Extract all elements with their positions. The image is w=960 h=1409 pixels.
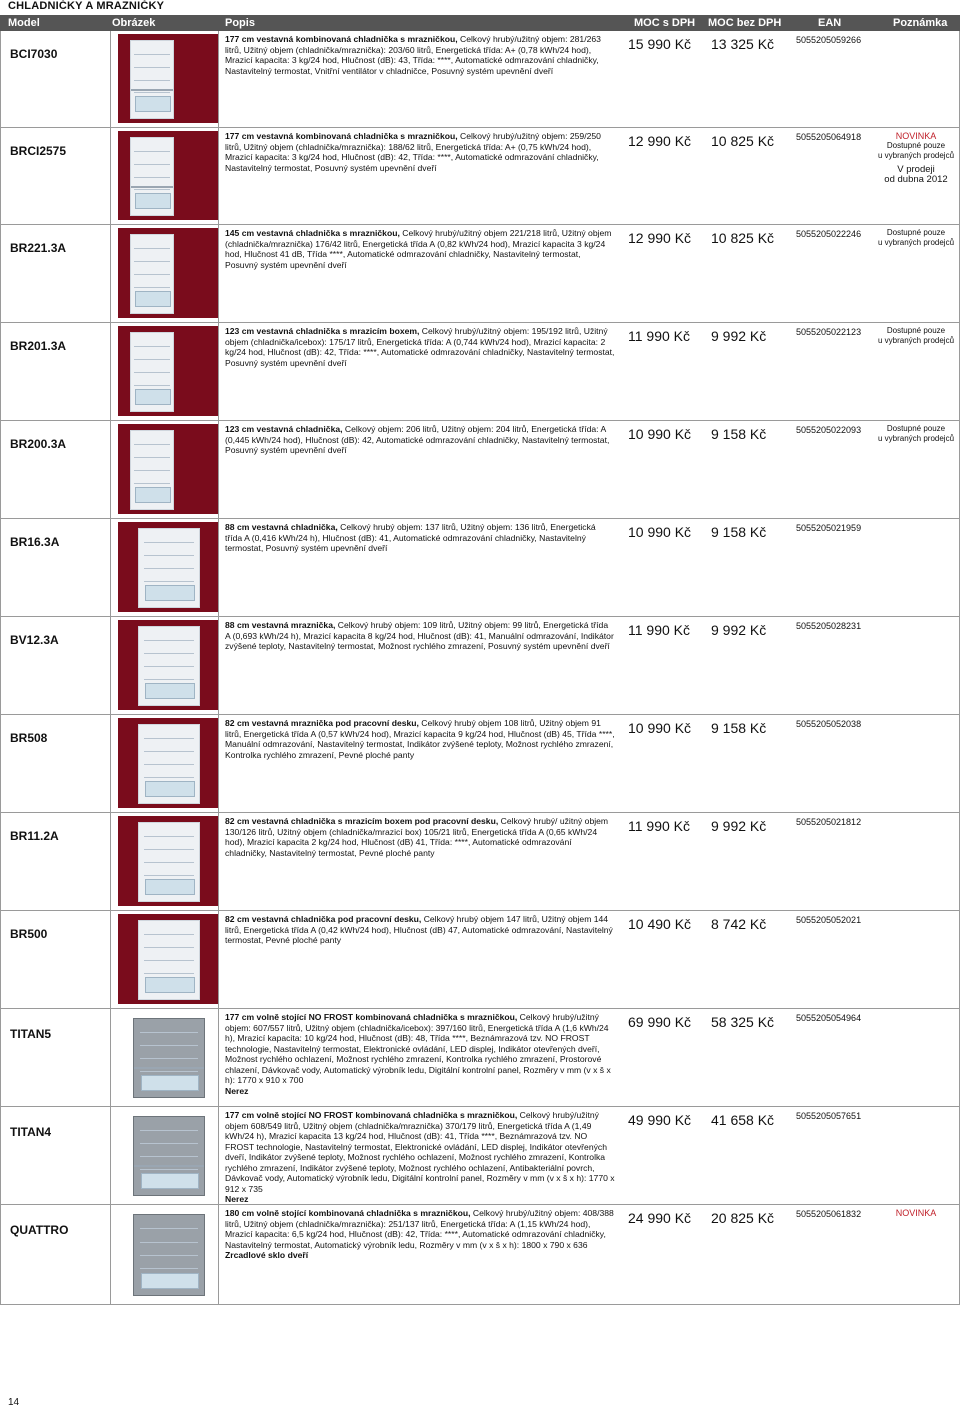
shelf — [144, 947, 194, 948]
column-divider — [0, 31, 1, 128]
product-description — [225, 620, 615, 652]
description-headline: 88 cm vestavná mraznička, — [225, 620, 336, 630]
description-finish: Nerez — [225, 1194, 249, 1204]
price-with-vat: 69 990 Kč — [628, 1014, 692, 1030]
product-image — [118, 816, 218, 906]
col-image: Obrázek — [112, 17, 156, 29]
model-name: BR500 — [10, 927, 48, 941]
shelf — [144, 862, 194, 863]
availability-note: Dostupné pouze — [886, 141, 946, 150]
description-text: Celkový hrubý/užitný objem: 281/263 litrů, Užitný objem (chladnička/mraznička): 203/60 litrů, Energetická třída: A+ (0,78 kWh/24 hod), Mrazicí kapacita: 3 kg/24 hod, Hlučnost (dB): 43, Třída: ****, Automatické odmrazování chladničky, Nastavitelný termostat, Vnitřní ventilátor v chladničce, Posuvný systém upevnění dveří — [225, 34, 601, 76]
description-text: Celkový hrubý/užitný objem: 195/192 litrů, Užitný objem (chladnička/icebox): 175/17 litrů, Energetická třída: A (0,744 kWh/24 hod), Mrazicí kapacita: 2 kg/24 hod, Hlučnost (dB): 42, Třída: ****, Automatické odmrazování chladničky, Nastavitelný termostat, Posuvný systém upevnění dveří — [225, 326, 615, 368]
shelf — [140, 1045, 199, 1046]
shelf — [140, 1169, 199, 1170]
model-name: QUATTRO — [10, 1223, 69, 1237]
compartment-split — [131, 186, 173, 188]
description-headline: 145 cm vestavná chladnička s mrazničkou, — [225, 228, 400, 238]
ean-code: 5055205061832 — [796, 1209, 862, 1219]
price-with-vat: 10 490 Kč — [628, 916, 692, 932]
table-row — [0, 1009, 960, 1107]
product-description — [225, 914, 615, 946]
drawer — [141, 1075, 199, 1091]
product-image — [118, 1208, 218, 1300]
description-headline: 123 cm vestavná chladnička, — [225, 424, 343, 434]
ean-code: 5055205057651 — [796, 1111, 862, 1121]
description-text: Celkový hrubý objem 147 litrů, Užitný objem 144 litrů, Energetická třída A (0,42 kWh/24 hod), Hlučnost (dB) 47, Automatické odmrazování, Nastavitelný termostat, Pevné ploché panty — [225, 914, 613, 945]
column-divider — [218, 1107, 219, 1205]
model-name: BR11.2A — [10, 829, 59, 843]
price-without-vat: 8 742 Kč — [711, 916, 767, 932]
shelf — [144, 542, 194, 543]
model-name: BR200.3A — [10, 437, 67, 451]
column-divider — [110, 31, 111, 128]
shelf — [134, 80, 169, 81]
shelf — [140, 1058, 199, 1059]
table-row — [0, 31, 960, 128]
shelf — [140, 1268, 199, 1269]
product-description — [225, 718, 615, 760]
description-headline: 177 cm vestavná kombinovaná chladnička s mrazničkou, — [225, 34, 458, 44]
row-divider — [0, 1304, 960, 1305]
column-divider — [218, 31, 219, 128]
availability-note: Dostupné pouze — [886, 326, 946, 335]
model-name: TITAN5 — [10, 1027, 52, 1041]
model-name: BCI7030 — [10, 47, 58, 61]
drawer — [135, 487, 171, 503]
availability-note: u vybraných prodejců — [877, 238, 955, 247]
column-divider — [0, 519, 1, 617]
price-with-vat: 11 990 Kč — [628, 622, 691, 638]
new-badge: NOVINKA — [895, 1208, 937, 1218]
drawer — [135, 291, 171, 307]
column-divider — [110, 617, 111, 715]
ean-code: 5055205021812 — [796, 817, 862, 827]
drawer — [135, 389, 171, 405]
ean-code: 5055205054964 — [796, 1013, 862, 1023]
price-without-vat: 13 325 Kč — [711, 36, 775, 52]
shelf — [144, 653, 194, 654]
column-divider — [218, 128, 219, 225]
fridge-illustration — [130, 430, 174, 510]
price-without-vat: 9 158 Kč — [711, 720, 767, 736]
col-moc-novat: MOC bez DPH — [708, 17, 782, 29]
product-image — [118, 718, 218, 808]
column-divider — [0, 421, 1, 519]
table-row — [0, 225, 960, 323]
fridge-illustration — [130, 137, 174, 216]
table-row — [0, 715, 960, 813]
shelf — [144, 836, 194, 837]
fridge-illustration — [138, 724, 200, 804]
table-row — [0, 1107, 960, 1205]
availability-note: Dostupné pouze — [886, 228, 946, 237]
shelf — [134, 177, 169, 178]
column-divider — [110, 421, 111, 519]
fridge-illustration — [138, 920, 200, 1000]
fridge-illustration — [130, 234, 174, 314]
shelf — [144, 764, 194, 765]
description-text: Celkový objem: 206 litrů, Užitný objem: 204 litrů, Energetická třída: A (0,445 kWh/24 hod), Hlučnost (dB): 42, Automatické odmrazování chladničky, Nastavitelný termostat, Posuvný systém upevnění dveří — [225, 424, 610, 455]
description-headline: 177 cm volně stojící NO FROST kombinovaná chladnička s mrazničkou, — [225, 1110, 518, 1120]
shelf — [144, 555, 194, 556]
description-finish: Nerez — [225, 1085, 249, 1096]
shelf — [144, 934, 194, 935]
column-divider — [0, 1107, 1, 1205]
table-row — [0, 617, 960, 715]
description-text: Celkový hrubý/užitný objem: 408/388 litrů, Užitný objem (chladnička/mraznička): 251/137 litrů, Energetická třída: A (1,15 kWh/24 hod), Mrazicí kapacita: 6,5 kg/24 hod, Hlučnost (dB): 42, Třída: ****, Automatické odmrazování chladničky, Nastavitelný termostat, Automatický výrobník ledu, Rozměry v mm (v x š x h): 1800 x 790 x 636 — [225, 1208, 614, 1250]
ean-code: 5055205021959 — [796, 523, 862, 533]
compartment-split — [134, 1165, 204, 1167]
price-with-vat: 24 990 Kč — [628, 1210, 692, 1226]
description-text: Celkový hrubý objem 108 litrů, Užitný objem 91 litrů, Energetická třída A (0,57 kWh/24 hod), Mrazicí kapacita 9 kg/24 hod, Hlučnost (dB) 45, Třída ****, Manuální odmrazování, Nastavitelný termostat, Indikátor zvýšené teploty, Možnost rychlého zmrazení, Kontrolka rychlého zmrazení, Pevné ploché panty — [225, 718, 615, 760]
column-divider — [110, 323, 111, 421]
table-row — [0, 1205, 960, 1305]
shelf — [144, 640, 194, 641]
product-description — [225, 131, 615, 173]
shelf — [134, 54, 169, 55]
shelf — [134, 261, 169, 262]
product-description — [225, 228, 615, 270]
description-headline: 177 cm vestavná kombinovaná chladnička s mrazničkou, — [225, 131, 458, 141]
availability-note: Dostupné pouze — [886, 424, 946, 433]
description-text: Celkový hrubý/užitný objem 221/218 litrů, Užitný objem (chladnička/mraznička) 176/42 litrů, Energetická třída A (0,82 kWh/24 hod), Mrazicí kapacita 3 kg/24 hod, Hlučnost 41 dB, Třída ****, Automatické odmrazování chladničky, Nastavitelný termostat, Posuvný systém upevnění dveří — [225, 228, 612, 270]
product-image — [118, 1012, 218, 1102]
column-divider — [110, 1107, 111, 1205]
shelf — [134, 346, 169, 347]
col-moc-vat: MOC s DPH — [634, 17, 696, 29]
price-with-vat: 10 990 Kč — [628, 720, 692, 736]
description-text: Celkový hrubý/užitný objem: 259/250 litrů, Užitný objem (chladnička/mraznička): 188/62 litrů, Energetická třída: A+ (0,75 kWh/24 hod), Mrazicí kapacita: 3 kg/24 hod, Hlučnost (dB): 42, Třída: ****, Automatické odmrazování chladničky, Nastavitelný termostat, Posuvný systém upevnění dveří — [225, 131, 601, 173]
col-ean: EAN — [818, 17, 842, 29]
shelf — [134, 287, 169, 288]
column-divider — [218, 617, 219, 715]
model-name: BV12.3A — [10, 633, 59, 647]
description-text: Celkový hrubý objem: 109 litrů, Užitný objem: 99 litrů, Energetická třída A (0,693 kWh/24 h), Mrazicí kapacita 8 kg/24 hod, Hlučnost (dB): 41, Manuální odmrazování, Indikátor zvýšené teploty, Nastavitelný termostat, Možnost rychlého zmrazení, Posuvný systém upevnění dveří — [225, 620, 614, 651]
table-row — [0, 519, 960, 617]
table-header — [0, 15, 960, 31]
description-finish: Zrcadlové sklo dveří — [225, 1250, 309, 1260]
shelf — [140, 1242, 199, 1243]
sale-date-note: od dubna 2012 — [884, 174, 948, 185]
col-note: Poznámka — [893, 17, 948, 29]
price-with-vat: 12 990 Kč — [628, 230, 692, 246]
shelf — [134, 67, 169, 68]
column-divider — [110, 911, 111, 1009]
ean-code: 5055205059266 — [796, 35, 862, 45]
product-description — [225, 522, 615, 554]
model-name: BR221.3A — [10, 241, 67, 255]
product-description — [225, 326, 615, 368]
shelf — [140, 1143, 199, 1144]
shelf — [134, 92, 169, 93]
shelf — [144, 960, 194, 961]
shelf — [144, 751, 194, 752]
column-divider — [0, 323, 1, 421]
compartment-split — [134, 1067, 204, 1069]
price-without-vat: 9 992 Kč — [711, 328, 767, 344]
shelf — [144, 849, 194, 850]
column-divider — [110, 1205, 111, 1305]
product-image — [118, 522, 218, 612]
price-with-vat: 11 990 Kč — [628, 818, 691, 834]
fridge-illustration — [138, 626, 200, 706]
ean-code: 5055205022123 — [796, 327, 862, 337]
shelf — [140, 1156, 199, 1157]
column-divider — [0, 225, 1, 323]
fridge-illustration — [133, 1214, 205, 1296]
column-divider — [110, 128, 111, 225]
product-description — [225, 424, 615, 456]
column-divider — [0, 1009, 1, 1107]
price-with-vat: 10 990 Kč — [628, 426, 692, 442]
description-headline: 123 cm vestavná chladnička s mrazicím boxem, — [225, 326, 420, 336]
column-divider — [110, 715, 111, 813]
ean-code: 5055205022246 — [796, 229, 862, 239]
shelf — [144, 875, 194, 876]
drawer — [135, 96, 171, 112]
price-without-vat: 20 825 Kč — [711, 1210, 775, 1226]
description-headline: 88 cm vestavná chladnička, — [225, 522, 338, 532]
shelf — [144, 666, 194, 667]
price-without-vat: 10 825 Kč — [711, 133, 775, 149]
model-name: BR508 — [10, 731, 48, 745]
product-image — [118, 34, 218, 123]
drawer — [145, 683, 195, 699]
model-name: BRCI2575 — [10, 144, 67, 158]
shelf — [134, 470, 169, 471]
shelf — [144, 973, 194, 974]
fridge-illustration — [130, 40, 174, 119]
column-divider — [0, 1205, 1, 1305]
shelf — [144, 581, 194, 582]
column-divider — [218, 911, 219, 1009]
shelf — [134, 274, 169, 275]
shelf — [140, 1255, 199, 1256]
column-divider — [218, 323, 219, 421]
drawer — [145, 585, 195, 601]
price-with-vat: 10 990 Kč — [628, 524, 692, 540]
description-headline: 177 cm volně stojící NO FROST kombinovaná chladnička s mrazničkou, — [225, 1012, 518, 1022]
price-without-vat: 9 158 Kč — [711, 426, 767, 442]
product-description — [225, 34, 615, 76]
shelf — [144, 738, 194, 739]
column-divider — [218, 1009, 219, 1107]
col-desc: Popis — [225, 17, 255, 29]
table-row — [0, 813, 960, 911]
product-description — [225, 1208, 615, 1261]
product-description — [225, 816, 615, 858]
shelf — [144, 568, 194, 569]
column-divider — [218, 1205, 219, 1305]
fridge-illustration — [138, 528, 200, 608]
description-headline: 180 cm volně stojící kombinovaná chladnička s mrazničkou, — [225, 1208, 471, 1218]
price-with-vat: 11 990 Kč — [628, 328, 691, 344]
fridge-illustration — [138, 822, 200, 902]
shelf — [134, 483, 169, 484]
shelf — [134, 151, 169, 152]
note — [876, 1208, 956, 1218]
description-headline: 82 cm vestavná mraznička pod pracovní desku, — [225, 718, 419, 728]
description-text: Celkový hrubý/užitný objem 608/549 litrů, Užitný objem (chladnička/mraznička) 370/179 litrů, Energetická třída A (1,49 kWh/24 h), Mrazicí kapacita 13 kg/24 hod, Hlučnost (dB): 41, Třída ****, Beznámrazová tzv. NO FROST technologie, Nastavitelný termostat, Elektronické ovládání, LED displej, Indikátor otevřených dveří, Indikátor zvýšené teploty, Možnost rychlého ochlazení, Možnost rychlého zmrazení, Kontrolka rychlého zmrazení, Indikátor zvýšené teploty, Možnost rychlého ochlazení, Antibakteriální povrch, Dávkovač vody, Automatický výrobník ledu, Digitální kontrolní panel, Rozměry v mm (v x š x h): 1770 x 912 x 735 — [225, 1110, 615, 1194]
description-headline: 82 cm vestavná chladnička pod pracovní desku, — [225, 914, 422, 924]
column-divider — [0, 813, 1, 911]
column-divider — [110, 225, 111, 323]
shelf — [140, 1032, 199, 1033]
description-headline: 82 cm vestavná chladnička s mrazicím boxem pod pracovní desku, — [225, 816, 499, 826]
price-without-vat: 41 658 Kč — [711, 1112, 775, 1128]
drawer — [141, 1173, 199, 1189]
price-without-vat: 9 158 Kč — [711, 524, 767, 540]
shelf — [140, 1130, 199, 1131]
price-with-vat: 49 990 Kč — [628, 1112, 692, 1128]
note — [876, 228, 956, 248]
sale-date-note: V prodeji — [897, 164, 935, 175]
drawer — [145, 781, 195, 797]
description-text: Celkový hrubý objem: 137 litrů, Užitný objem: 136 litrů, Energetická třída A (0,416 kWh/24 h), Hlučnost (dB): 41, Automatické odmrazování chladničky, Nastavitelný termostat, Posuvný systém upevnění dveří — [225, 522, 596, 553]
product-image — [118, 228, 218, 318]
compartment-split — [131, 89, 173, 91]
product-description — [225, 1012, 615, 1096]
note — [876, 131, 956, 185]
page-number: 14 — [8, 1397, 20, 1408]
product-image — [118, 1110, 218, 1200]
shelf — [144, 679, 194, 680]
product-description — [225, 1110, 615, 1205]
drawer — [141, 1273, 199, 1289]
product-image — [118, 424, 218, 514]
column-divider — [110, 1009, 111, 1107]
product-image — [118, 131, 218, 220]
shelf — [134, 457, 169, 458]
ean-code: 5055205052038 — [796, 719, 862, 729]
column-divider — [0, 911, 1, 1009]
column-divider — [0, 128, 1, 225]
shelf — [134, 385, 169, 386]
model-name: TITAN4 — [10, 1125, 52, 1139]
product-image — [118, 326, 218, 416]
drawer — [135, 193, 171, 209]
shelf — [140, 1228, 199, 1229]
fridge-illustration — [133, 1116, 205, 1196]
price-without-vat: 9 992 Kč — [711, 818, 767, 834]
column-divider — [218, 421, 219, 519]
column-divider — [218, 519, 219, 617]
shelf — [134, 359, 169, 360]
shelf — [134, 372, 169, 373]
col-model: Model — [8, 17, 40, 29]
fridge-illustration — [130, 332, 174, 412]
column-divider — [110, 519, 111, 617]
new-badge: NOVINKA — [895, 131, 937, 141]
column-divider — [0, 715, 1, 813]
section-title: CHLADNIČKY A MRAZNIČKY — [8, 0, 165, 12]
price-without-vat: 9 992 Kč — [711, 622, 767, 638]
drawer — [145, 879, 195, 895]
shelf — [140, 1071, 199, 1072]
note — [876, 326, 956, 346]
model-name: BR201.3A — [10, 339, 67, 353]
product-image — [118, 620, 218, 710]
price-without-vat: 58 325 Kč — [711, 1014, 775, 1030]
column-divider — [218, 225, 219, 323]
table-row — [0, 128, 960, 225]
ean-code: 5055205022093 — [796, 425, 862, 435]
availability-note: u vybraných prodejců — [877, 434, 955, 443]
fridge-illustration — [133, 1018, 205, 1098]
table-row — [0, 323, 960, 421]
ean-code: 5055205028231 — [796, 621, 862, 631]
ean-code: 5055205064918 — [796, 132, 862, 142]
ean-code: 5055205052021 — [796, 915, 862, 925]
table-row — [0, 911, 960, 1009]
shelf — [144, 777, 194, 778]
product-image — [118, 914, 218, 1004]
column-divider — [218, 715, 219, 813]
price-with-vat: 15 990 Kč — [628, 36, 692, 52]
description-text: Celkový hrubý/ užitný objem 130/126 litrů, Užitný objem (chladnička/mrazicí box) 105/21 litrů, Energetická třída A (0,65 kWh/24 hod), Mrazicí kapacita 2 kg/24 hod, Hlučnost (dB) 41, Třída: ****, Automatické odmrazování chladničky, Nastavitelný termostat, Pevné ploché panty — [225, 816, 609, 858]
price-with-vat: 12 990 Kč — [628, 133, 692, 149]
availability-note: u vybraných prodejců — [877, 336, 955, 345]
column-divider — [0, 617, 1, 715]
price-without-vat: 10 825 Kč — [711, 230, 775, 246]
shelf — [134, 189, 169, 190]
model-name: BR16.3A — [10, 535, 60, 549]
availability-note: u vybraných prodejců — [877, 151, 955, 160]
shelf — [134, 164, 169, 165]
shelf — [134, 444, 169, 445]
shelf — [134, 248, 169, 249]
note — [876, 424, 956, 444]
column-divider — [218, 813, 219, 911]
description-text: Celkový hrubý/užitný objem: 607/557 litrů, Užitný objem (chladnička/icebox): 397/160 litrů, Energetická třída A (1,6 kWh/24 h), Mrazicí kapacita: 10 kg/24 hod, Hlučnost (dB): 48, Třída ****, Beznámrazová tzv. NO FROST technologie, Nastavitelný termostat, Elektronické ovládání, LED displej, Indikátor otevřených dveří, Možnost rychlého ochlazení, Možnost rychlého zmrazení, Kontrolka rychlého zmrazení, Prostorové chlazení, Dávkovač vody, Automatický výrobník ledu, Digitální kontrolní panel, Rozměry v mm (v x š x h): 1770 x 910 x 700 — [225, 1012, 611, 1085]
table-row — [0, 421, 960, 519]
drawer — [145, 977, 195, 993]
column-divider — [110, 813, 111, 911]
